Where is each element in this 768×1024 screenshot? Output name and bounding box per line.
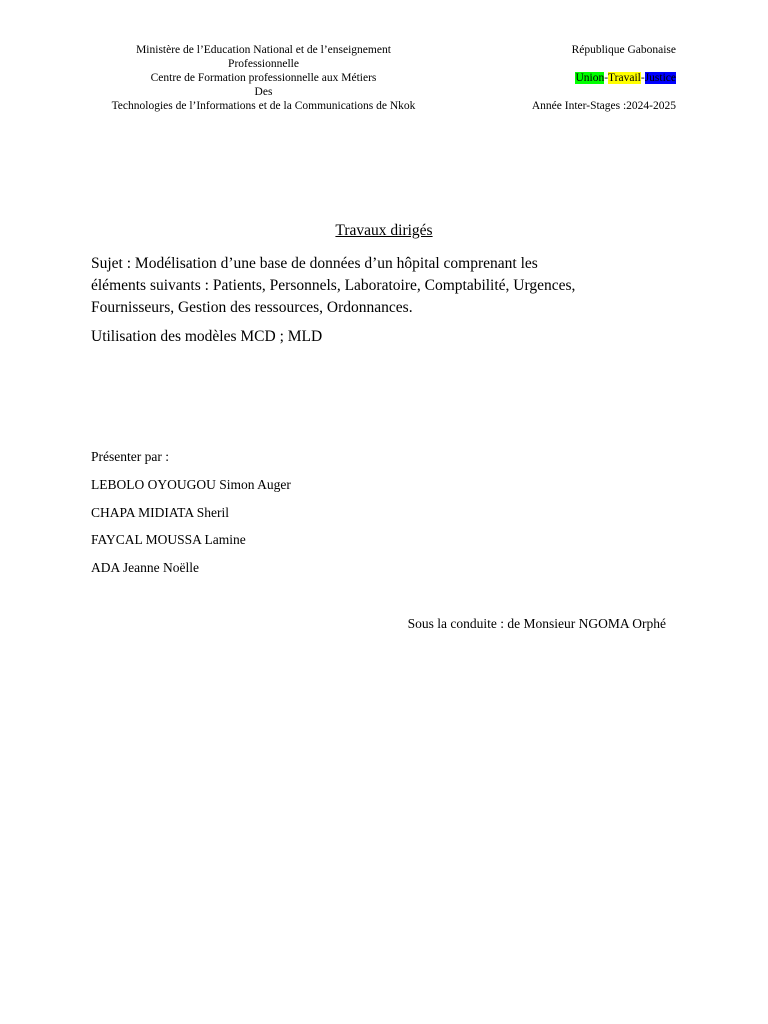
motto-separator-1: - xyxy=(604,72,609,84)
centre-line-1: Centre de Formation professionnelle aux Métiers xyxy=(150,72,377,84)
institution-header xyxy=(86,43,441,113)
team-member: CHAPA MIDIATA Sheril xyxy=(91,504,229,520)
republic-header xyxy=(532,43,676,113)
models-line: Utilisation des modèles MCD ; MLD xyxy=(91,328,323,345)
republic-name: République Gabonaise xyxy=(571,44,676,56)
centre-line-2: Des xyxy=(254,86,273,98)
presented-by-label: Présenter par : xyxy=(91,449,169,464)
document-title: Travaux dirigés xyxy=(335,222,433,239)
supervisor-line: Sous la conduite : de Monsieur NGOMA Orphé xyxy=(407,616,666,631)
motto-travail: Travail xyxy=(608,72,641,84)
national-motto xyxy=(532,71,676,85)
subject-line-1: Sujet : Modélisation d’une base de données d’un hôpital comprenant les xyxy=(91,255,538,272)
ministry-line-1: Ministère de l’Education National et de l’enseignement xyxy=(136,44,391,56)
motto-union: Union xyxy=(575,72,605,84)
centre-line-3: Technologies de l’Informations et de la Communications de Nkok xyxy=(111,100,416,112)
motto-separator-2: - xyxy=(640,72,645,84)
team-member: ADA Jeanne Noëlle xyxy=(91,559,199,575)
subject-line-3: Fournisseurs, Gestion des ressources, Ordonnances. xyxy=(91,299,413,316)
subject-paragraph xyxy=(91,253,671,319)
team-member: LEBOLO OYOUGOU Simon Auger xyxy=(91,477,291,492)
motto-justice: Justice xyxy=(644,72,676,84)
ministry-line-2: Professionnelle xyxy=(228,58,299,70)
academic-year: Année Inter-Stages :2024-2025 xyxy=(531,100,676,112)
header-spacer xyxy=(532,57,676,71)
header-spacer-2 xyxy=(532,85,676,99)
subject-line-2: éléments suivants : Patients, Personnels, Laboratoire, Comptabilité, Urgences, xyxy=(91,277,576,294)
team-member: FAYCAL MOUSSA Lamine xyxy=(91,532,246,548)
team-members-list xyxy=(91,477,291,587)
